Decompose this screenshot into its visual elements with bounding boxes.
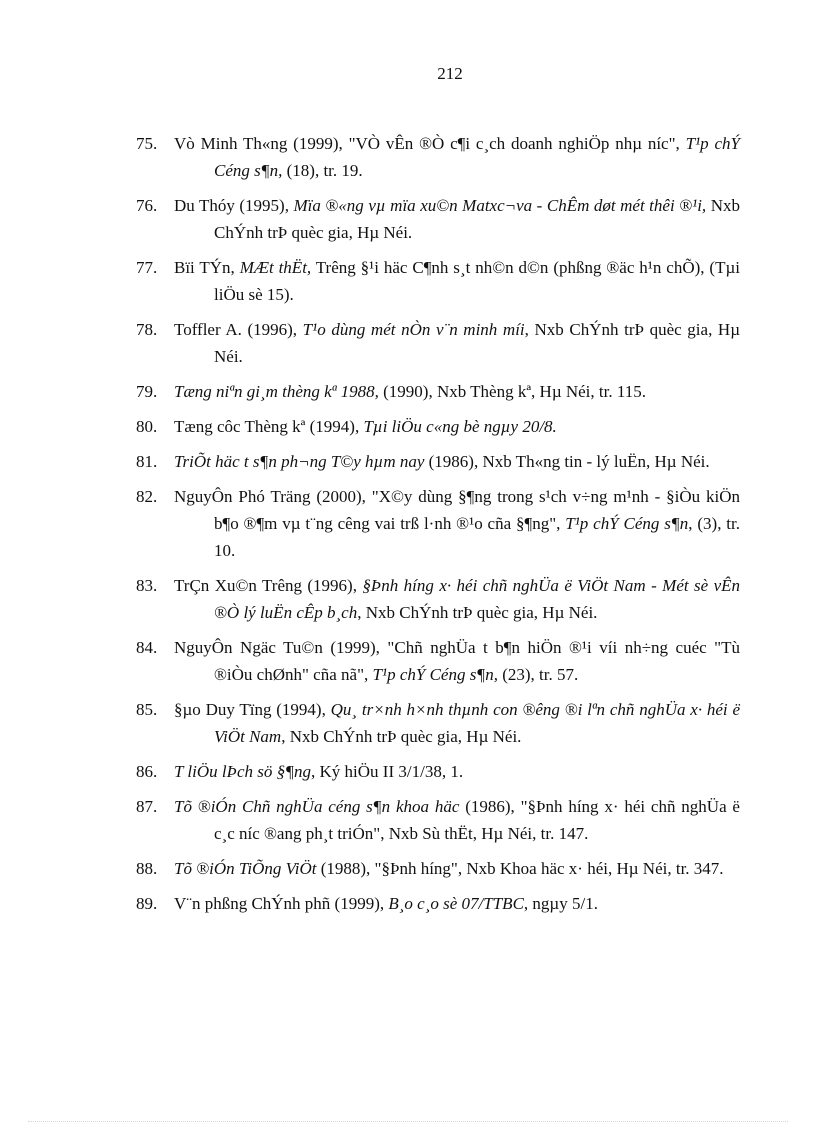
reference-text-segment: (1986), "§Þnh híng x· héi chñ nghÜa ë c¸c níc ®ang ph¸t triÓn", Nxb Sù thËt, Hµ Néi, tr. 147. xyxy=(214,797,740,843)
reference-title-italic: T¹p chÝ Céng s¶n, xyxy=(372,665,498,684)
reference-text xyxy=(174,634,740,688)
page-bottom-divider xyxy=(28,1121,788,1122)
reference-text xyxy=(174,793,740,847)
reference-text-segment: , Nxb ChÝnh trÞ quèc gia, Hµ Néi. xyxy=(214,320,741,366)
reference-number: 78. xyxy=(136,320,158,339)
reference-text xyxy=(174,890,740,917)
reference-text-segment: Vò Minh Th«ng (1999), "VÒ vÊn ®Ò c¶i c¸ch doanh nghiÖp nhµ níc", xyxy=(174,134,686,153)
reference-item xyxy=(136,316,740,370)
reference-text-segment: , Nxb ChÝnh trÞ quèc gia, Hµ Néi. xyxy=(281,727,522,746)
reference-text-segment: Toffler A. (1996), xyxy=(174,320,303,339)
reference-text-segment: Bïi TÝn, xyxy=(174,258,240,277)
reference-title-italic: §Þnh híng x· héi chñ nghÜa ë ViÖt Nam - Mét sè vÊn ®Ò lý luËn cÊp b¸ch xyxy=(214,576,740,622)
reference-title-italic: Mïa ®«ng vµ mïa xu©n Matxc¬va - ChÊm døt mét thêi ®¹i, xyxy=(293,196,707,215)
reference-text-segment: (1988), "§Þnh híng", Nxb Khoa häc x· héi, Hµ Néi, tr. 347. xyxy=(316,859,724,878)
reference-item xyxy=(136,758,740,785)
reference-text-segment: , Nxb ChÝnh trÞ quèc gia, Hµ Néi. xyxy=(357,603,598,622)
reference-item xyxy=(136,696,740,750)
reference-title-italic: TriÕt häc t s¶n ph¬ng T©y hµm nay xyxy=(174,452,425,471)
reference-item xyxy=(136,572,740,626)
reference-number: 86. xyxy=(136,762,158,781)
reference-title-italic: Qu¸ tr×nh h×nh thµnh con ®êng ®i lªn chñ nghÜa x· héi ë ViÖt Nam xyxy=(214,700,740,746)
reference-text-segment: Tæng côc Thèng kª (1994), xyxy=(174,417,364,436)
reference-text-segment: TrÇn Xu©n Trêng (1996), xyxy=(174,576,363,595)
reference-item xyxy=(136,192,740,246)
reference-number: 80. xyxy=(136,417,158,436)
reference-text-segment: V¨n phßng ChÝnh phñ (1999), xyxy=(174,894,389,913)
reference-text-segment: , ngµy 5/1. xyxy=(523,894,598,913)
reference-title-italic: T¹o dùng mét nÒn v¨n minh míi xyxy=(302,320,525,339)
reference-number: 77. xyxy=(136,258,158,277)
reference-text-segment: , (3), tr. 10. xyxy=(214,514,740,560)
reference-text xyxy=(174,483,740,564)
reference-text-segment: (1990), Nxb Thèng kª, Hµ Néi, tr. 115. xyxy=(378,382,646,401)
reference-title-italic: Tµi liÖu c«ng bè ngµy 20/8. xyxy=(363,417,557,436)
reference-text xyxy=(174,855,740,882)
reference-number: 83. xyxy=(136,576,158,595)
reference-text xyxy=(174,413,740,440)
reference-text-segment: Trêng §¹i häc C¶nh s¸t nh©n d©n (phßng ®äc h¹n chÕ), (Tµi liÖu sè 15). xyxy=(214,258,740,304)
reference-text xyxy=(174,696,740,750)
reference-number: 85. xyxy=(136,700,158,719)
reference-item xyxy=(136,634,740,688)
reference-text xyxy=(174,378,740,405)
reference-title-italic: Tõ ®iÓn Chñ nghÜa céng s¶n khoa häc xyxy=(174,797,460,816)
reference-text xyxy=(174,448,740,475)
reference-text-segment: NguyÔn Phó Träng (2000), "X©y dùng §¶ng trong s¹ch v÷ng m¹nh - §iÒu kiÖn b¶o ®¶m vµ t¨ng cêng vai trß l·nh ®¹o cña §¶ng", xyxy=(174,487,740,533)
reference-item xyxy=(136,254,740,308)
reference-item xyxy=(136,483,740,564)
reference-number: 87. xyxy=(136,797,158,816)
reference-number: 82. xyxy=(136,487,158,506)
reference-title-italic: MÆt thËt, xyxy=(239,258,312,277)
reference-number: 76. xyxy=(136,196,158,215)
reference-number: 84. xyxy=(136,638,158,657)
reference-text-segment: §µo Duy Tïng (1994), xyxy=(174,700,331,719)
reference-text-segment: NguyÔn Ngäc Tu©n (1999), "Chñ nghÜa t b¶n hiÖn ®¹i víi nh÷ng cuéc "Tù ®iÒu chØnh" cña nã", xyxy=(174,638,740,684)
reference-item xyxy=(136,130,740,184)
reference-title-italic: Tæng niªn gi¸m thèng kª 1988, xyxy=(174,382,379,401)
reference-text-segment: (23), tr. 57. xyxy=(497,665,579,684)
reference-item xyxy=(136,413,740,440)
reference-text-segment: Nxb ChÝnh trÞ quèc gia, Hµ Néi. xyxy=(214,196,740,242)
reference-text xyxy=(174,254,740,308)
reference-text xyxy=(174,758,740,785)
reference-item xyxy=(136,793,740,847)
reference-number: 88. xyxy=(136,859,158,878)
reference-number: 81. xyxy=(136,452,158,471)
reference-title-italic: T¹p chÝ Céng s¶n, xyxy=(214,134,740,180)
reference-text-segment: (18), tr. 19. xyxy=(282,161,363,180)
reference-text xyxy=(174,572,740,626)
reference-text xyxy=(174,130,740,184)
reference-item xyxy=(136,378,740,405)
reference-item xyxy=(136,448,740,475)
reference-text-segment: (1986), Nxb Th«ng tin - lý luËn, Hµ Néi. xyxy=(424,452,710,471)
reference-item xyxy=(136,890,740,917)
reference-number: 79. xyxy=(136,382,158,401)
reference-title-italic: T liÖu lÞch sö §¶ng xyxy=(174,762,312,781)
reference-text-segment: Du Thóy (1995), xyxy=(174,196,294,215)
page-number: 212 xyxy=(437,64,463,83)
reference-text xyxy=(174,316,740,370)
reference-title-italic: T¹p chÝ Céng s¶n xyxy=(565,514,689,533)
reference-number: 75. xyxy=(136,134,158,153)
reference-number: 89. xyxy=(136,894,158,913)
reference-list xyxy=(136,130,740,925)
reference-title-italic: Tõ ®iÓn TiÕng ViÖt xyxy=(174,859,317,878)
reference-text xyxy=(174,192,740,246)
reference-text-segment: , Ký hiÖu II 3/1/38, 1. xyxy=(311,762,464,781)
reference-item xyxy=(136,855,740,882)
reference-title-italic: B¸o c¸o sè 07/TTBC xyxy=(388,894,524,913)
